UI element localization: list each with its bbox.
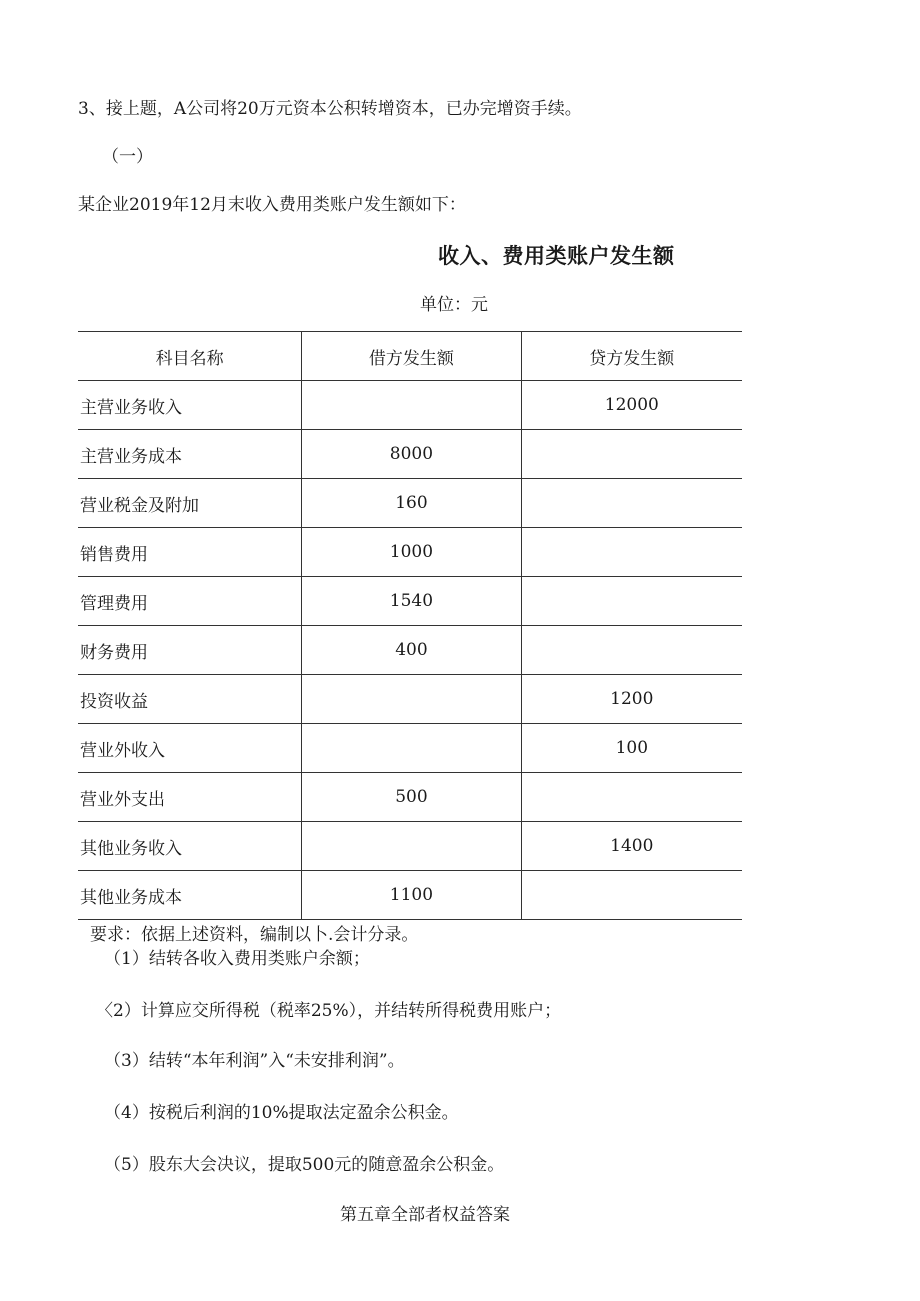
- account-name: 投资收益: [78, 675, 302, 724]
- debit-amount: 1100: [302, 871, 521, 920]
- table-row: [78, 381, 742, 430]
- credit-amount: [521, 430, 742, 479]
- debit-amount: [302, 724, 521, 773]
- requirements-lead: 要求：依据上述资料，编制以卜.会计分录。: [90, 925, 419, 945]
- account-name: 营业税金及附加: [78, 479, 302, 528]
- header-account-name: 科目名称: [78, 332, 302, 381]
- requirement-item-3: （3）结转“本年利润”入“未安排利润”。: [104, 1051, 405, 1071]
- credit-amount: 12000: [521, 381, 742, 430]
- account-name: 主营业务收入: [78, 381, 302, 430]
- account-name: 营业外收入: [78, 724, 302, 773]
- account-name: 营业外支出: [78, 773, 302, 822]
- table-row: [78, 724, 742, 773]
- table-row: [78, 822, 742, 871]
- credit-amount: [521, 773, 742, 822]
- debit-amount: 8000: [302, 430, 521, 479]
- question-3-text: 3、接上题，A公司将20万元资本公积转增资本，已办完增资手续。: [78, 99, 582, 119]
- debit-amount: 400: [302, 626, 521, 675]
- header-debit: 借方发生额: [302, 332, 521, 381]
- account-name: 主营业务成本: [78, 430, 302, 479]
- account-name: 销售费用: [78, 528, 302, 577]
- table-row: [78, 479, 742, 528]
- header-credit: 贷方发生额: [521, 332, 742, 381]
- table-row: [78, 675, 742, 724]
- requirement-item-2: 〈2）计算应交所得税（税率25%），并结转所得税费用账户；: [96, 1001, 562, 1021]
- debit-amount: [302, 675, 521, 724]
- account-name: 财务费用: [78, 626, 302, 675]
- debit-amount: 500: [302, 773, 521, 822]
- credit-amount: [521, 626, 742, 675]
- credit-amount: 100: [521, 724, 742, 773]
- table-row: [78, 430, 742, 479]
- credit-amount: 1400: [521, 822, 742, 871]
- credit-amount: [521, 479, 742, 528]
- section-marker: （一）: [102, 147, 153, 167]
- debit-amount: [302, 822, 521, 871]
- credit-amount: 1200: [521, 675, 742, 724]
- requirement-item-4: （4）按税后利润的10%提取法定盈余公积金。: [104, 1103, 459, 1123]
- credit-amount: [521, 577, 742, 626]
- account-name: 其他业务收入: [78, 822, 302, 871]
- lead-text: 某企业2019年12月末收入费用类账户发生额如下：: [78, 195, 466, 215]
- table-unit: 单位：元: [420, 295, 488, 315]
- account-table: [78, 331, 742, 920]
- chapter-footer: 第五章全部者权益答案: [340, 1205, 510, 1225]
- requirement-item-1: （1）结转各收入费用类账户余额；: [104, 949, 370, 969]
- debit-amount: 160: [302, 479, 521, 528]
- table-row: [78, 528, 742, 577]
- table-title: 收入、费用类账户发生额: [438, 244, 675, 268]
- table-row: [78, 871, 742, 920]
- table-header-row: [78, 332, 742, 381]
- account-name: 其他业务成本: [78, 871, 302, 920]
- requirement-item-5: （5）股东大会决议，提取500元的随意盈余公积金。: [104, 1155, 505, 1175]
- table-row: [78, 626, 742, 675]
- debit-amount: [302, 381, 521, 430]
- debit-amount: 1540: [302, 577, 521, 626]
- table-row: [78, 577, 742, 626]
- credit-amount: [521, 871, 742, 920]
- account-name: 管理费用: [78, 577, 302, 626]
- table-row: [78, 773, 742, 822]
- debit-amount: 1000: [302, 528, 521, 577]
- credit-amount: [521, 528, 742, 577]
